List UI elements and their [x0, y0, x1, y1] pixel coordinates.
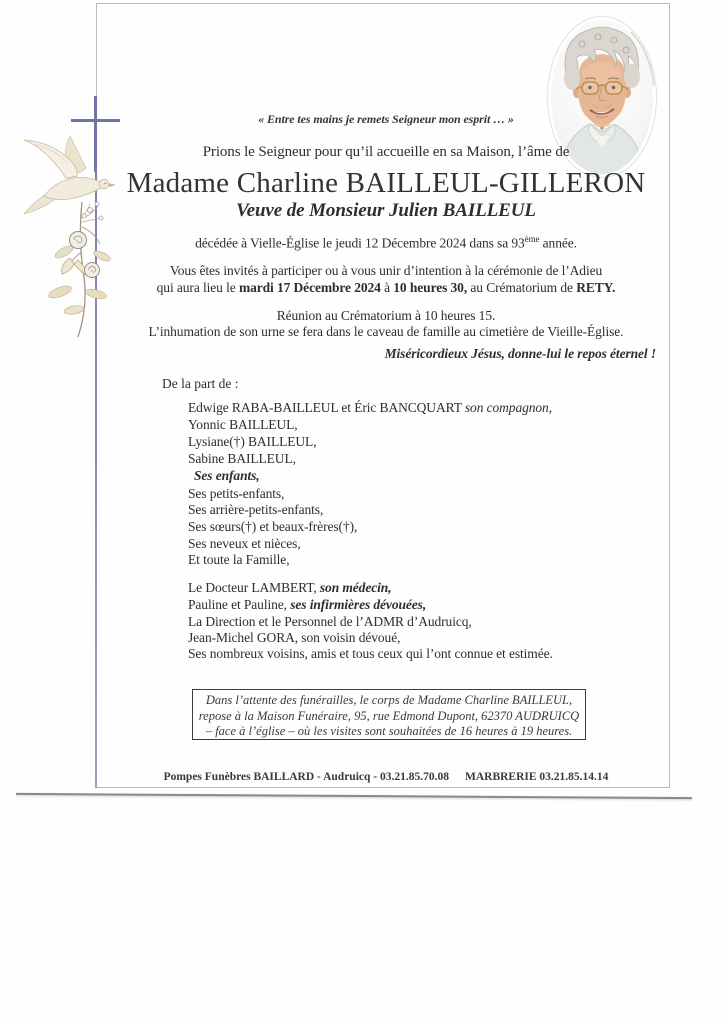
family-line-children-1: Edwige RABA-BAILLEUL et Éric BANCQUART son compagnon, — [188, 400, 552, 415]
footer-line — [100, 771, 672, 783]
scanner-shadow-line — [16, 793, 692, 799]
prayer-intro: Prions le Seigneur pour qu’il accueille en sa Maison, l’âme de — [202, 144, 570, 160]
family-line-grandchildren: Ses petits-enfants, — [188, 486, 285, 501]
family-line-nephews: Ses neveux et nièces, — [188, 536, 301, 551]
notice-line-1: Dans l’attente des funérailles, le corps de Madame Charline BAILLEUL, — [205, 693, 573, 707]
opening-quote: « Entre tes mains je remets Seigneur mon esprit … » — [258, 112, 514, 126]
family-line-children-4: Sabine BAILLEUL, — [188, 451, 296, 466]
family-line-children-2: Yonnic BAILLEUL, — [188, 417, 298, 432]
family-line-children-3: Lysiane(†) BAILLEUL, — [188, 434, 317, 449]
children-label: Ses enfants, — [194, 468, 260, 483]
meeting-line: Réunion au Crématorium à 10 heures 15. — [276, 308, 496, 323]
mercy-line: Miséricordieux Jésus, donne-lui le repos éternel ! — [384, 346, 656, 361]
ack-line-neighbor: Jean-Michel GORA, son voisin dévoué, — [188, 630, 401, 645]
widow-line: Veuve de Monsieur Julien BAILLEUL — [236, 200, 536, 221]
notice-line-2: repose à la Maison Funéraire, 95, rue Edmond Dupont, 62370 AUDRUICQ — [198, 708, 580, 723]
deceased-name: Madame Charline BAILLEUL-GILLERON — [126, 167, 646, 199]
ack-line-nurses: Pauline et Pauline, ses infirmières dévouées, — [188, 597, 427, 612]
marbrerie-contact: MARBRERIE 03.21.85.14.14 — [464, 771, 609, 783]
family-line-whole-family: Et toute la Famille, — [188, 552, 290, 567]
invitation-line-2: qui aura lieu le mardi 17 Décembre 2024 à 10 heures 30, au Crématorium de RETY. — [156, 280, 616, 295]
ack-line-doctor: Le Docteur LAMBERT, son médecin, — [188, 580, 392, 595]
superscript-eme: ème — [524, 234, 540, 244]
family-line-sisters: Ses sœurs(†) et beaux-frères(†), — [188, 519, 358, 534]
ack-line-admr: La Direction et le Personnel de l’ADMR d’Audruicq, — [188, 614, 472, 629]
notice-line-3: – face à l’église – où les visites sont souhaitées de 16 heures à 19 heures. — [205, 724, 573, 738]
ack-line-friends: Ses nombreux voisins, amis et tous ceux qui l’ont connue et estimée. — [188, 646, 553, 661]
family-intro: De la part de : — [162, 376, 239, 391]
burial-line: L’inhumation de son urne se fera dans le caveau de famille au cimetière de Vieille-Église. — [148, 324, 624, 339]
mortuary-notice-box — [192, 689, 586, 740]
death-line: décédée à Vielle-Église le jeudi 12 Décembre 2024 dans sa 93ème année. — [195, 234, 577, 251]
family-line-great-grandchildren: Ses arrière-petits-enfants, — [188, 502, 324, 517]
invitation-line-1: Vous êtes invités à participer ou à vous unir d’intention à la cérémonie de l’Adieu — [169, 263, 603, 278]
funeral-home-contact: Pompes Funèbres BAILLARD - Audruicq - 03.21.85.70.08 — [163, 771, 449, 783]
